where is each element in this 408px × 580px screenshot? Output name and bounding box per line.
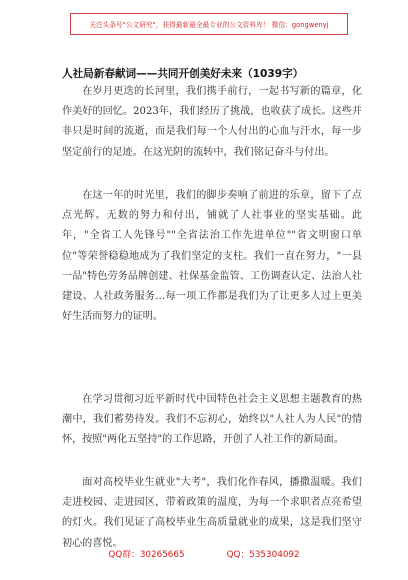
qq-group-label: QQ群：30265665 (108, 550, 185, 560)
document-title: 人社局新春献词——共同开创美好未来（1039字） (62, 68, 304, 80)
promo-banner (70, 13, 348, 35)
contact-footer (0, 547, 408, 560)
paragraph-1: 在岁月更迭的长河里，我们携手前行，一起书写新的篇章，化作美好的回忆。2023年，我们经历了挑战，也收获了成长。这些并非只是时间的流逝，而是我们每一个人付出的心血与汗水，每一步坚定前行的足迹。在这光阴的流转中，我们铭记奋斗与付出。 (62, 86, 362, 158)
paragraph-3: 在学习贯彻习近平新时代中国特色社会主义思想主题教育的热潮中，我们蓄势待发。我们不忘初心，始终以"人社人为人民"的情怀，按照"两化五坚持"的工作思路，开创了人社工作的新局面。 (62, 394, 362, 446)
paragraph-2: 在这一年的时光里，我们的脚步奏响了前进的乐章，留下了点点光辉。无数的努力和付出，铺就了人社事业的坚实基础。此年，"全省工人先锋号""全省法治工作先进单位""省文明窗口单位"等荣誉稳稳地成为了我们坚定的支柱。我们一直在努力，"一县一品"特色劳务品牌创建、社保基金监管、工伤调查认定、法治人社建设、人社政务服务…每一项工作都是我们为了让更多人过上更美好生活而努力的证明。 (62, 190, 362, 323)
paragraph-4: 面对高校毕业生就业"大考"，我们化作春风，播撒温暖。我们走进校园、走进园区，带着政策的温度，为每一个求职者点亮希望的灯火。我们见证了高校毕业生高质量就业的成果，这是我们坚守初心的喜悦。 (62, 477, 362, 549)
qq-label: QQ：535304092 (226, 550, 300, 560)
promo-banner-text: 关注头条号"公文研究"，获得最新最全最专业的公文资料库！ 微信：gongwenyj (89, 21, 329, 29)
